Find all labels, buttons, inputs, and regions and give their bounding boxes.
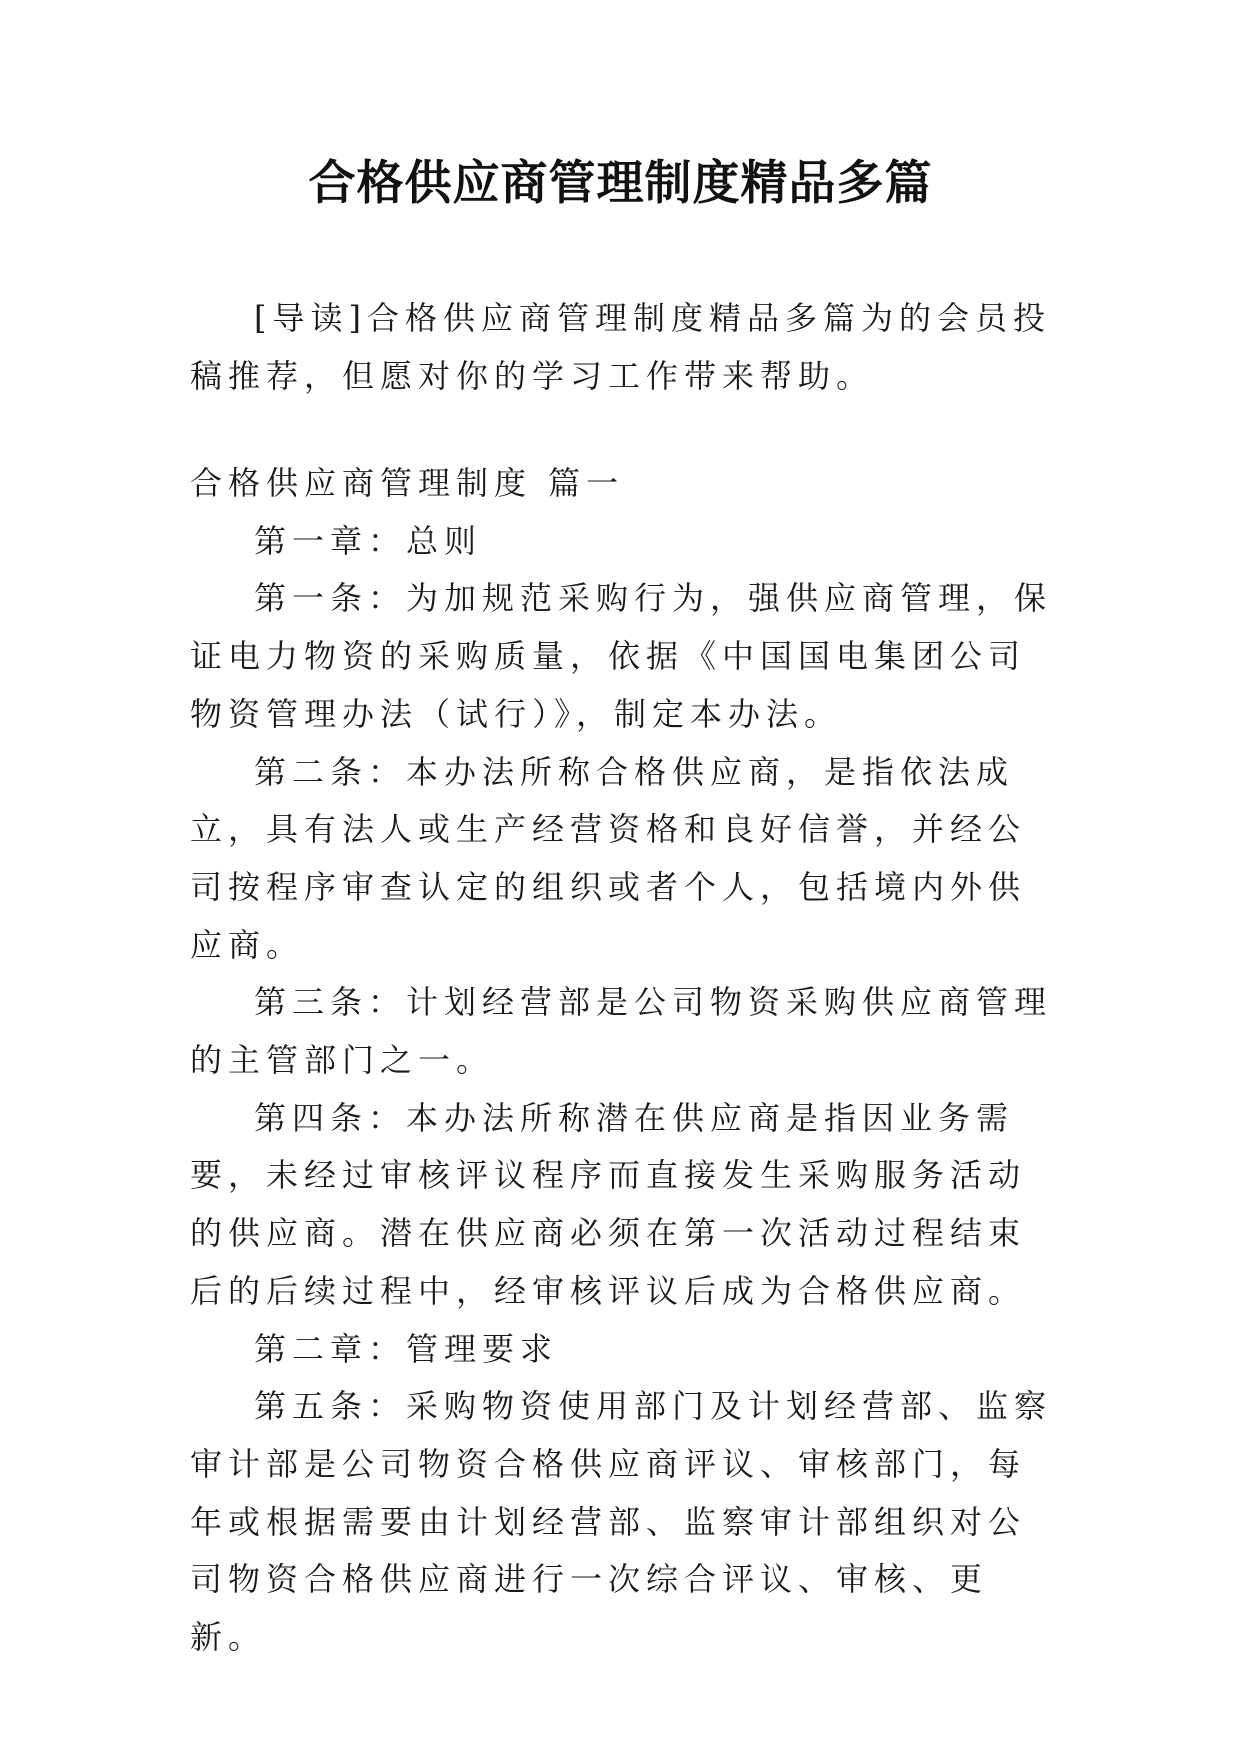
section-heading: 合格供应商管理制度 篇一 [190,464,625,502]
document-title: 合格供应商管理制度精品多篇 [308,156,933,211]
article-paragraph: 第五条：采购物资使用部门及计划经营部、监察审计部是公司物资合格供应商评议、审核部门，每年或根据需要由计划经营部、监察审计部组织对公司物资合格供应商进行一次综合评议、审核、更新。 [190,1387,1053,1657]
article-paragraph: 第一条：为加规范采购行为，强供应商管理，保证电力物资的采购质量，依据《中国国电集团公司物资管理办法（试行）》，制定本办法。 [190,579,1053,733]
article-paragraph: 第三条：计划经营部是公司物资采购供应商管理的主管部门之一。 [190,983,1053,1080]
chapter-heading: 第一章：总则 [254,521,483,560]
document-body [190,455,1062,1667]
chapter-heading: 第二章：管理要求 [254,1329,559,1368]
article-paragraph: 第四条：本办法所称潜在供应商是指因业务需要，未经过审核评议程序而直接发生采购服务活动的供应商。潜在供应商必须在第一次活动过程结束后的后续过程中，经审核评议后成为合格供应商。 [190,1098,1027,1310]
article-paragraph: 第二条：本办法所称合格供应商，是指依法成立，具有法人或生产经营资格和良好信誉，并经公司按程序审查认定的组织或者个人，包括境内外供应商。 [190,752,1027,964]
lead-paragraph: [导读]合格供应商管理制度精品多篇为的会员投稿推荐，但愿对你的学习工作带来帮助。 [190,299,1051,395]
